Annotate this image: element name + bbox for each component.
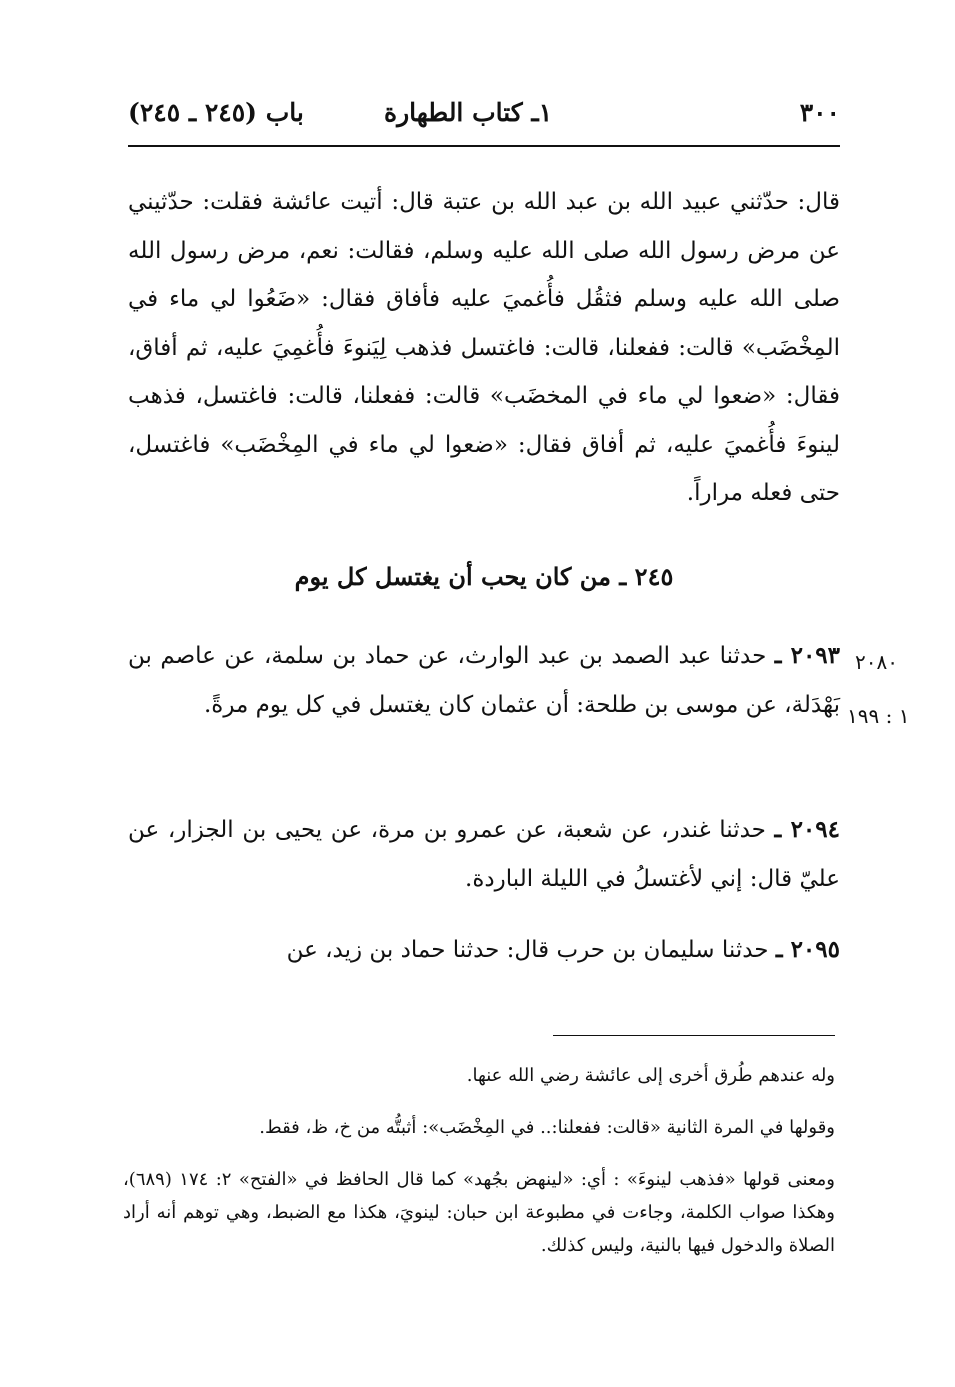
hadith-text: حدثنا غندر، عن شعبة، عن عمرو بن مرة، عن يحيى بن الجزار، عن عليّ قال: إني لأغتسلُ في الليلة الباردة. — [128, 817, 840, 892]
book-title: ١ـ كتاب الطهارة — [384, 98, 553, 127]
page-number: ٣٠٠ — [799, 98, 840, 127]
chapter-range: باب (٢٤٥ ـ ٢٤٥) — [128, 98, 304, 127]
footnote-text: ومعنى قولها «فذهب لينوءَ» : أي: «لينهض بجُهد» كما قال الحافظ في «الفتح» ٢: ١٧٤ (٦٨٩)، وهكذا صواب الكلمة، وجاءت في مطبوعة ابن حبان: لينويَ، هكذا مع الضبط، وهي توهم أنه أراد الصلاة والدخول فيها بالنية، وليس كذلك. — [123, 1169, 835, 1256]
footnote-2 — [123, 1111, 835, 1144]
footnote-1 — [123, 1059, 835, 1092]
hadith-number: ٢٠٩٣ ـ — [774, 642, 841, 669]
chapter-heading: ٢٤٥ ـ من كان يحب أن يغتسل كل يوم — [294, 562, 674, 591]
running-header — [128, 98, 840, 142]
margin-ref-2: ١ : ١٩٩ — [847, 704, 910, 728]
continuation-text-block — [128, 178, 840, 518]
header-rule — [128, 145, 840, 147]
hadith-2095 — [128, 926, 840, 975]
hadith-text: حدثنا سليمان بن حرب قال: حدثنا حماد بن زيد، عن — [286, 937, 776, 963]
footnote-3 — [123, 1163, 835, 1262]
margin-ref-1: ٢٠٨٠ — [855, 650, 898, 674]
footnote-rule — [553, 1035, 835, 1036]
hadith-number: ٢٠٩٥ ـ — [775, 936, 840, 963]
hadith-text: حدثنا عبد الصمد بن عبد الوارث، عن حماد بن سلمة، عن عاصم بن بَهْدَلة، عن موسى بن طلحة: أن عثمان كان يغتسل في كل يوم مرةً. — [128, 643, 840, 718]
hadith-2094 — [128, 806, 840, 903]
hadith-number: ٢٠٩٤ ـ — [774, 816, 840, 843]
hadith-2093 — [128, 632, 840, 729]
continuation-paragraph: قال: حدّثني عبيد الله بن عبد الله بن عتبة قال: أتيت عائشة فقلت: حدّثيني عن مرض رسول الله صلى الله عليه وسلم، فقالت: نعم، مرض رسول الله صلى الله عليه وسلم فثقُل فأُغميَ عليه فأفاق فقال: «ضَعُوا لي ماء في المِخْضَب» قالت: ففعلنا، قالت: فاغتسل فذهب لِيَنوءَ فأُغمِيَ عليه، ثم أفاق، فقال: «ضعوا لي ماء في المخضَب» قالت: ففعلنا، قالت: فاغتسل، فذهب لينوءَ فأُغميَ عليه، ثم أفاق فقال: «ضعوا لي ماء في المِخْضَب» فاغتسل، حتى فعله مراراً. — [128, 189, 840, 506]
footnote-text: وله عندهم طُرق أخرى إلى عائشة رضي الله عنها. — [466, 1065, 835, 1086]
footnote-text: وقولها في المرة الثانية «قالت: ففعلنا:.. في المِخْضَب»: أثبتُّه من خ، ظ، فقط. — [259, 1117, 835, 1138]
